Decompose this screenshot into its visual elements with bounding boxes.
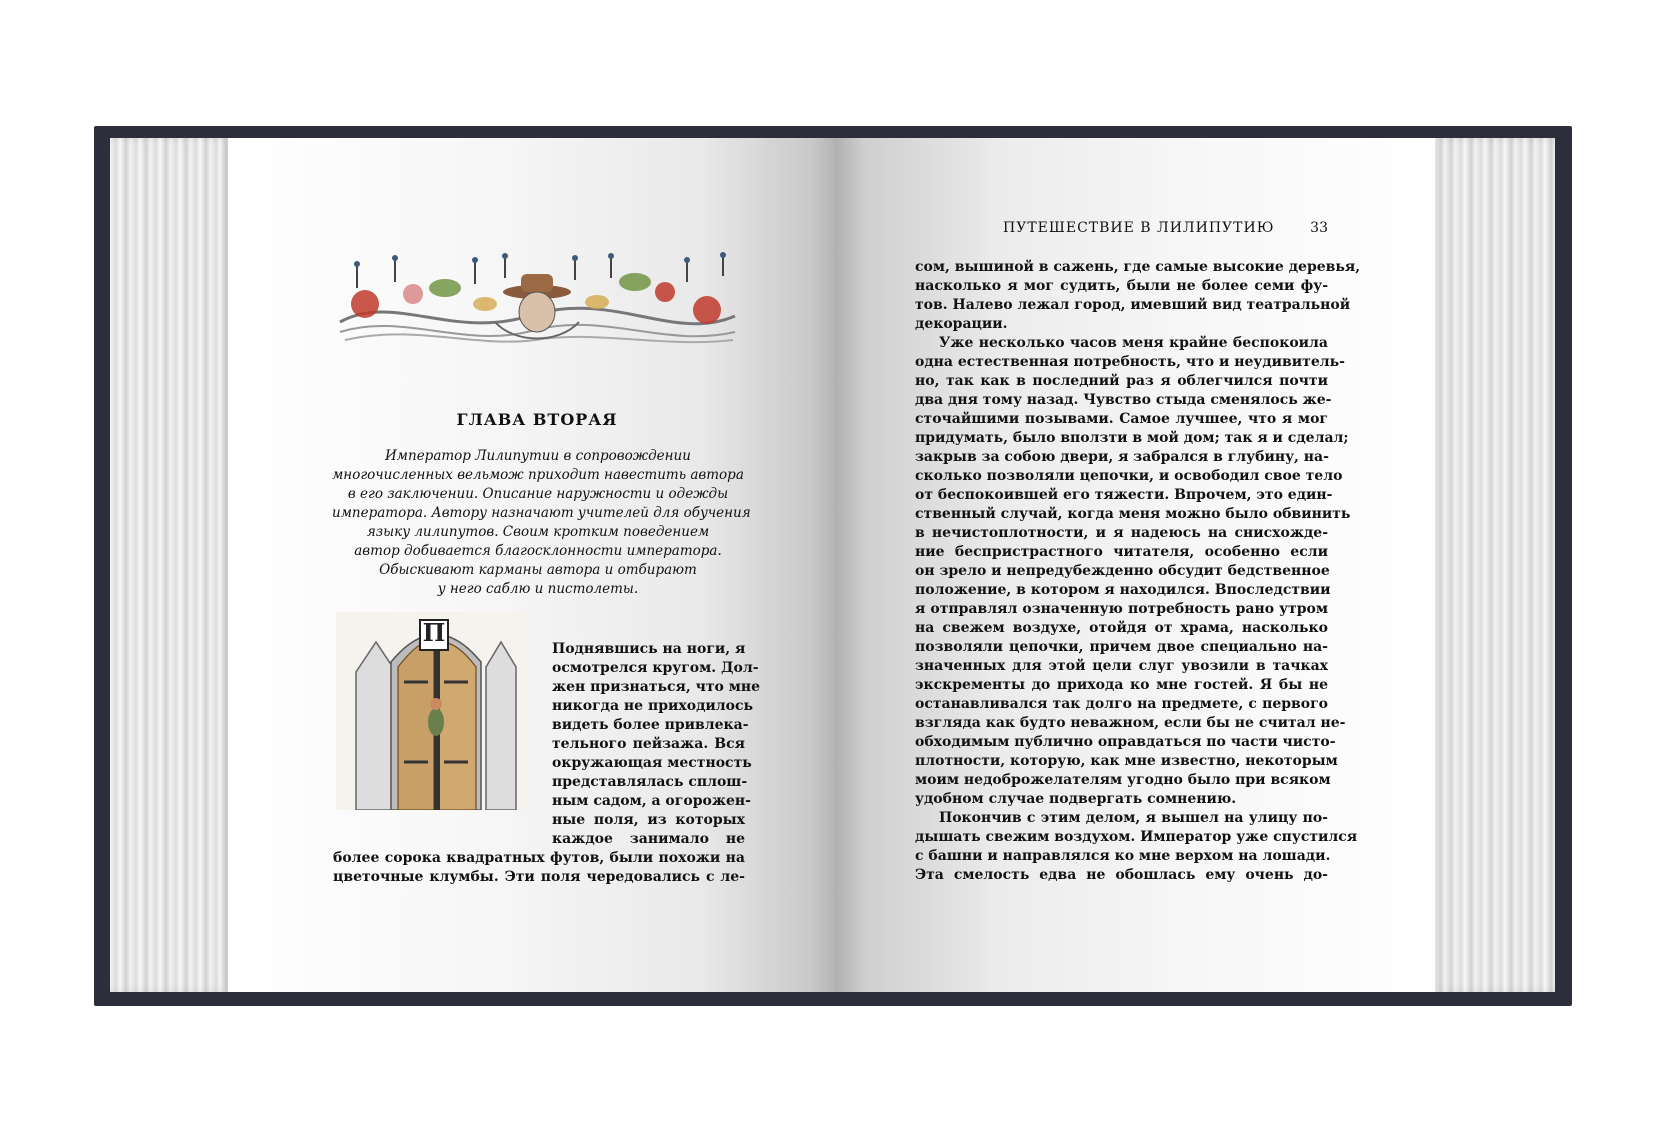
floral-vignette-illustration	[335, 252, 739, 350]
body-line: одна естественная потребность, что и неудивитель-	[915, 354, 1345, 370]
body-line: положение, в котором я находился. Впоследствии	[915, 582, 1331, 598]
body-line: жен признаться, что мне	[552, 679, 761, 695]
body-line: окружающая местность	[552, 755, 752, 771]
body-line: моим недоброжелателям угодно было при всяком	[915, 772, 1331, 788]
left-body-text-wide	[333, 849, 745, 887]
body-line: Покончив с этим делом, я вышел на улицу по-	[939, 810, 1328, 826]
body-line: ственный случай, когда меня можно было обвинить	[915, 506, 1351, 522]
body-line: два дня тому назад. Чувство стыда сменялось же-	[915, 392, 1332, 408]
body-line: ным садом, а огорожен-	[552, 793, 751, 809]
chapter-summary	[332, 447, 751, 599]
summary-line: языку лилипутов. Своим кротким поведением	[366, 524, 710, 540]
body-line: обходимым публично оправдаться по части чисто-	[915, 734, 1336, 750]
body-line: никогда не приходилось	[552, 698, 754, 714]
body-line: дышать свежим воздухом. Император уже спустился	[915, 829, 1358, 845]
body-line: плотности, которую, как мне известно, некоторым	[915, 753, 1338, 769]
right-body-text	[915, 258, 1361, 885]
running-head-title: ПУТЕШЕСТВИЕ В ЛИЛИПУТИЮ	[1003, 220, 1275, 236]
body-line: осмотрелся кругом. Дол-	[552, 660, 759, 676]
summary-line: у него саблю и пистолеты.	[437, 581, 639, 597]
body-line: останавливался так долго на предмете, с первого	[915, 696, 1328, 712]
chapter-title: ГЛАВА ВТОРАЯ	[456, 410, 618, 429]
body-line: Уже несколько часов меня крайне беспокоила	[939, 335, 1328, 351]
body-line: видеть более привлека-	[552, 717, 749, 733]
body-line: в нечистоплотности, и я надеюсь на снисхожде-	[915, 525, 1328, 541]
summary-line: императора. Автору назначают учителей для обучения	[332, 505, 751, 521]
body-line: каждое занимало не	[552, 831, 745, 847]
body-line: декорации.	[915, 316, 1008, 332]
body-line: ние беспристрастного читателя, особенно если	[915, 544, 1328, 560]
body-line: но, так как в последний раз я облегчился почти	[915, 373, 1328, 389]
body-line: тельного пейзажа. Вся	[552, 736, 745, 752]
body-line: он зрело и непредубежденно обсудит бедственное	[915, 563, 1330, 579]
body-line: тов. Налево лежал город, имевший вид театральной	[915, 297, 1351, 313]
drop-cap-letter: П	[422, 618, 446, 647]
body-line: сом, вышиной в сажень, где самые высокие деревья,	[915, 259, 1361, 275]
summary-line: многочисленных вельмож приходит навестить автора	[332, 467, 744, 483]
page-number: 33	[1310, 220, 1328, 236]
body-line: экскременты до прихода ко мне гостей. Я бы не	[915, 677, 1328, 693]
summary-line: автор добивается благосклонности императора.	[354, 543, 722, 559]
body-line: ные поля, из которых	[552, 812, 745, 828]
body-line: удобном случае подвергать сомнению.	[915, 791, 1237, 807]
body-line: позволяли цепочки, причем двое специально на-	[915, 639, 1328, 655]
body-line: сколько позволяли цепочки, и освободил свое тело	[915, 468, 1343, 484]
body-line: Поднявшись на ноги, я	[552, 641, 746, 657]
page-edges-right	[1435, 138, 1555, 992]
left-body-text-narrow	[552, 640, 761, 849]
body-line: на свежем воздухе, отойдя от храма, насколько	[915, 620, 1328, 636]
body-line: взгляда как будто неважном, если бы не считал не-	[915, 715, 1346, 731]
body-line: более сорока квадратных футов, были похожи на	[333, 850, 745, 866]
body-line: закрыв за собою двери, я забрался в глубину, на-	[915, 449, 1329, 465]
body-line: представлялась сплош-	[552, 774, 748, 790]
body-line: придумать, было вползти в мой дом; так я и сделал;	[915, 430, 1349, 446]
body-line: насколько я мог судить, были не более семи фу-	[915, 278, 1328, 294]
summary-line: Император Лилипутии в сопровождении	[385, 448, 691, 464]
summary-line: Обыскивают карманы автора и отбирают	[379, 562, 697, 578]
body-line: значенных для этой цели слуг увозили в тачках	[915, 658, 1328, 674]
body-line: цветочные клумбы. Эти поля чередовались с ле-	[333, 869, 745, 885]
body-line: сточайшими позывами. Самое лучшее, что я мог	[915, 411, 1328, 427]
body-line: от беспокоившей его тяжести. Впрочем, это един-	[915, 487, 1333, 503]
page-edges-left	[110, 138, 230, 992]
body-line: с башни и направлялся ко мне верхом на лошади.	[915, 848, 1331, 864]
body-line: Эта смелость едва не обошлась ему очень до-	[915, 867, 1328, 883]
summary-line: в его заключении. Описание наружности и одежды	[347, 486, 729, 502]
body-line: я отправлял означенную потребность рано утром	[915, 601, 1328, 617]
